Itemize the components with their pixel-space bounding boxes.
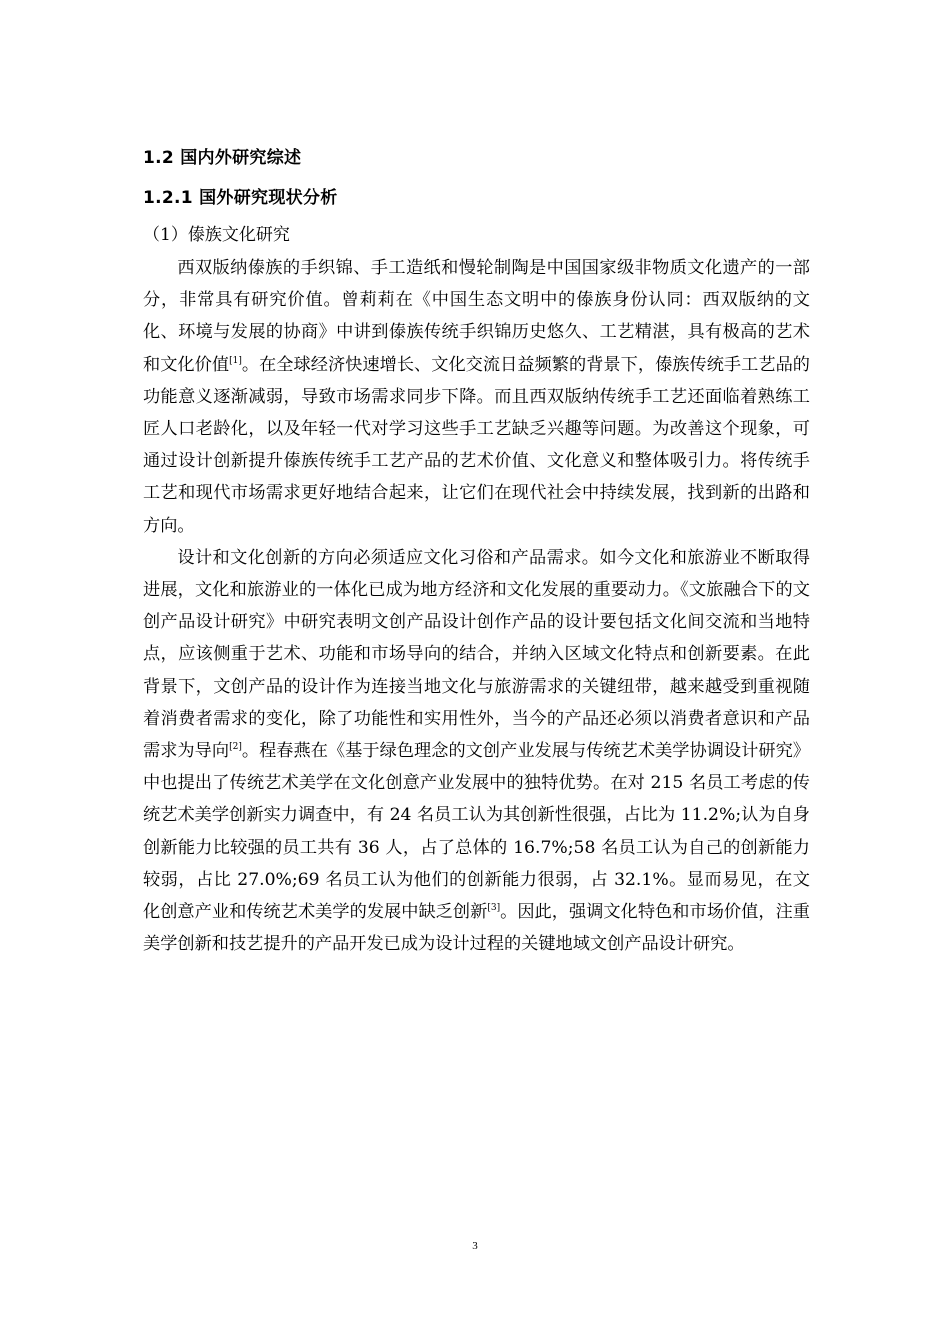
citation-2: [2]: [229, 742, 242, 753]
page-content: [143, 138, 810, 960]
paragraph-1-text-b: 。在全球经济快速增长、文化交流日益频繁的背景下，傣族传统手工艺品的功能意义逐渐减弱，导致市场需求同步下降。而且西双版纳传统手工艺还面临着熟练工匠人口老龄化，以及年轻一代对学习这些手工艺缺乏兴趣等问题。为改善这个现象，可通过设计创新提升傣族传统手工艺产品的艺术价值、文化意义和整体吸引力。将传统手工艺和现代市场需求更好地结合起来，让它们在现代社会中持续发展，找到新的出路和方向。: [143, 354, 810, 536]
page-number: 3: [472, 1240, 478, 1252]
subsection-heading: 1.2.1 国外研究现状分析: [143, 188, 338, 208]
citation-3: [3]: [487, 903, 501, 914]
paragraph-2-text-a: 设计和文化创新的方向必须适应文化习俗和产品需求。如今文化和旅游业不断取得进展，文化和旅游业的一体化已成为地方经济和文化发展的重要动力。《文旅融合下的文创产品设计研究》中研究表明文创产品设计创作产品的设计要包括文化间交流和当地特点，应该侧重于艺术、功能和市场导向的结合，并纳入区域文化特点和创新要素。在此背景下，文创产品的设计作为连接当地文化与旅游需求的关键纽带，越来越受到重视随着消费者需求的变化，除了功能性和实用性外，当今的产品还必须以消费者意识和产品需求为导向: [143, 547, 810, 762]
paragraph-2-text-b: 。程春燕在《基于绿色理念的文创产业发展与传统艺术美学协调设计研究》中也提出了传统艺术美学在文化创意产业发展中的独特优势。在对 215 名员工考虑的传统艺术美学创新实力调查中，有 24 名员工认为其创新性很强，占比为 11.2%;认为自身创新能力比较强的员工共有 36 人，占了总体的 16.7%;58 名员工认为自己的创新能力较弱，占比 27.0%;69 名员工认为他们的创新能力很弱，占 32.1%。显而易见，在文化创意产业和传统艺术美学的发展中缺乏创新: [143, 741, 810, 923]
section-heading: 1.2 国内外研究综述: [143, 148, 302, 168]
citation-1: [1]: [229, 355, 242, 366]
paragraph-2: [143, 542, 810, 961]
subsubsection-heading: （1）傣族文化研究: [143, 225, 290, 245]
paragraph-2-text-c: 。因此，强调文化特色和市场价值，注重美学创新和技艺提升的产品开发已成为设计过程的关键地域文创产品设计研究。: [143, 902, 810, 955]
paragraph-1: [143, 252, 810, 542]
paragraph-1-text-a: 西双版纳傣族的手织锦、手工造纸和慢轮制陶是中国国家级非物质文化遗产的一部分，非常具有研究价值。曾莉莉在《中国生态文明中的傣族身份认同：西双版纳的文化、环境与发展的协商》中讲到傣族传统手织锦历史悠久、工艺精湛，具有极高的艺术和文化价值: [143, 258, 810, 375]
